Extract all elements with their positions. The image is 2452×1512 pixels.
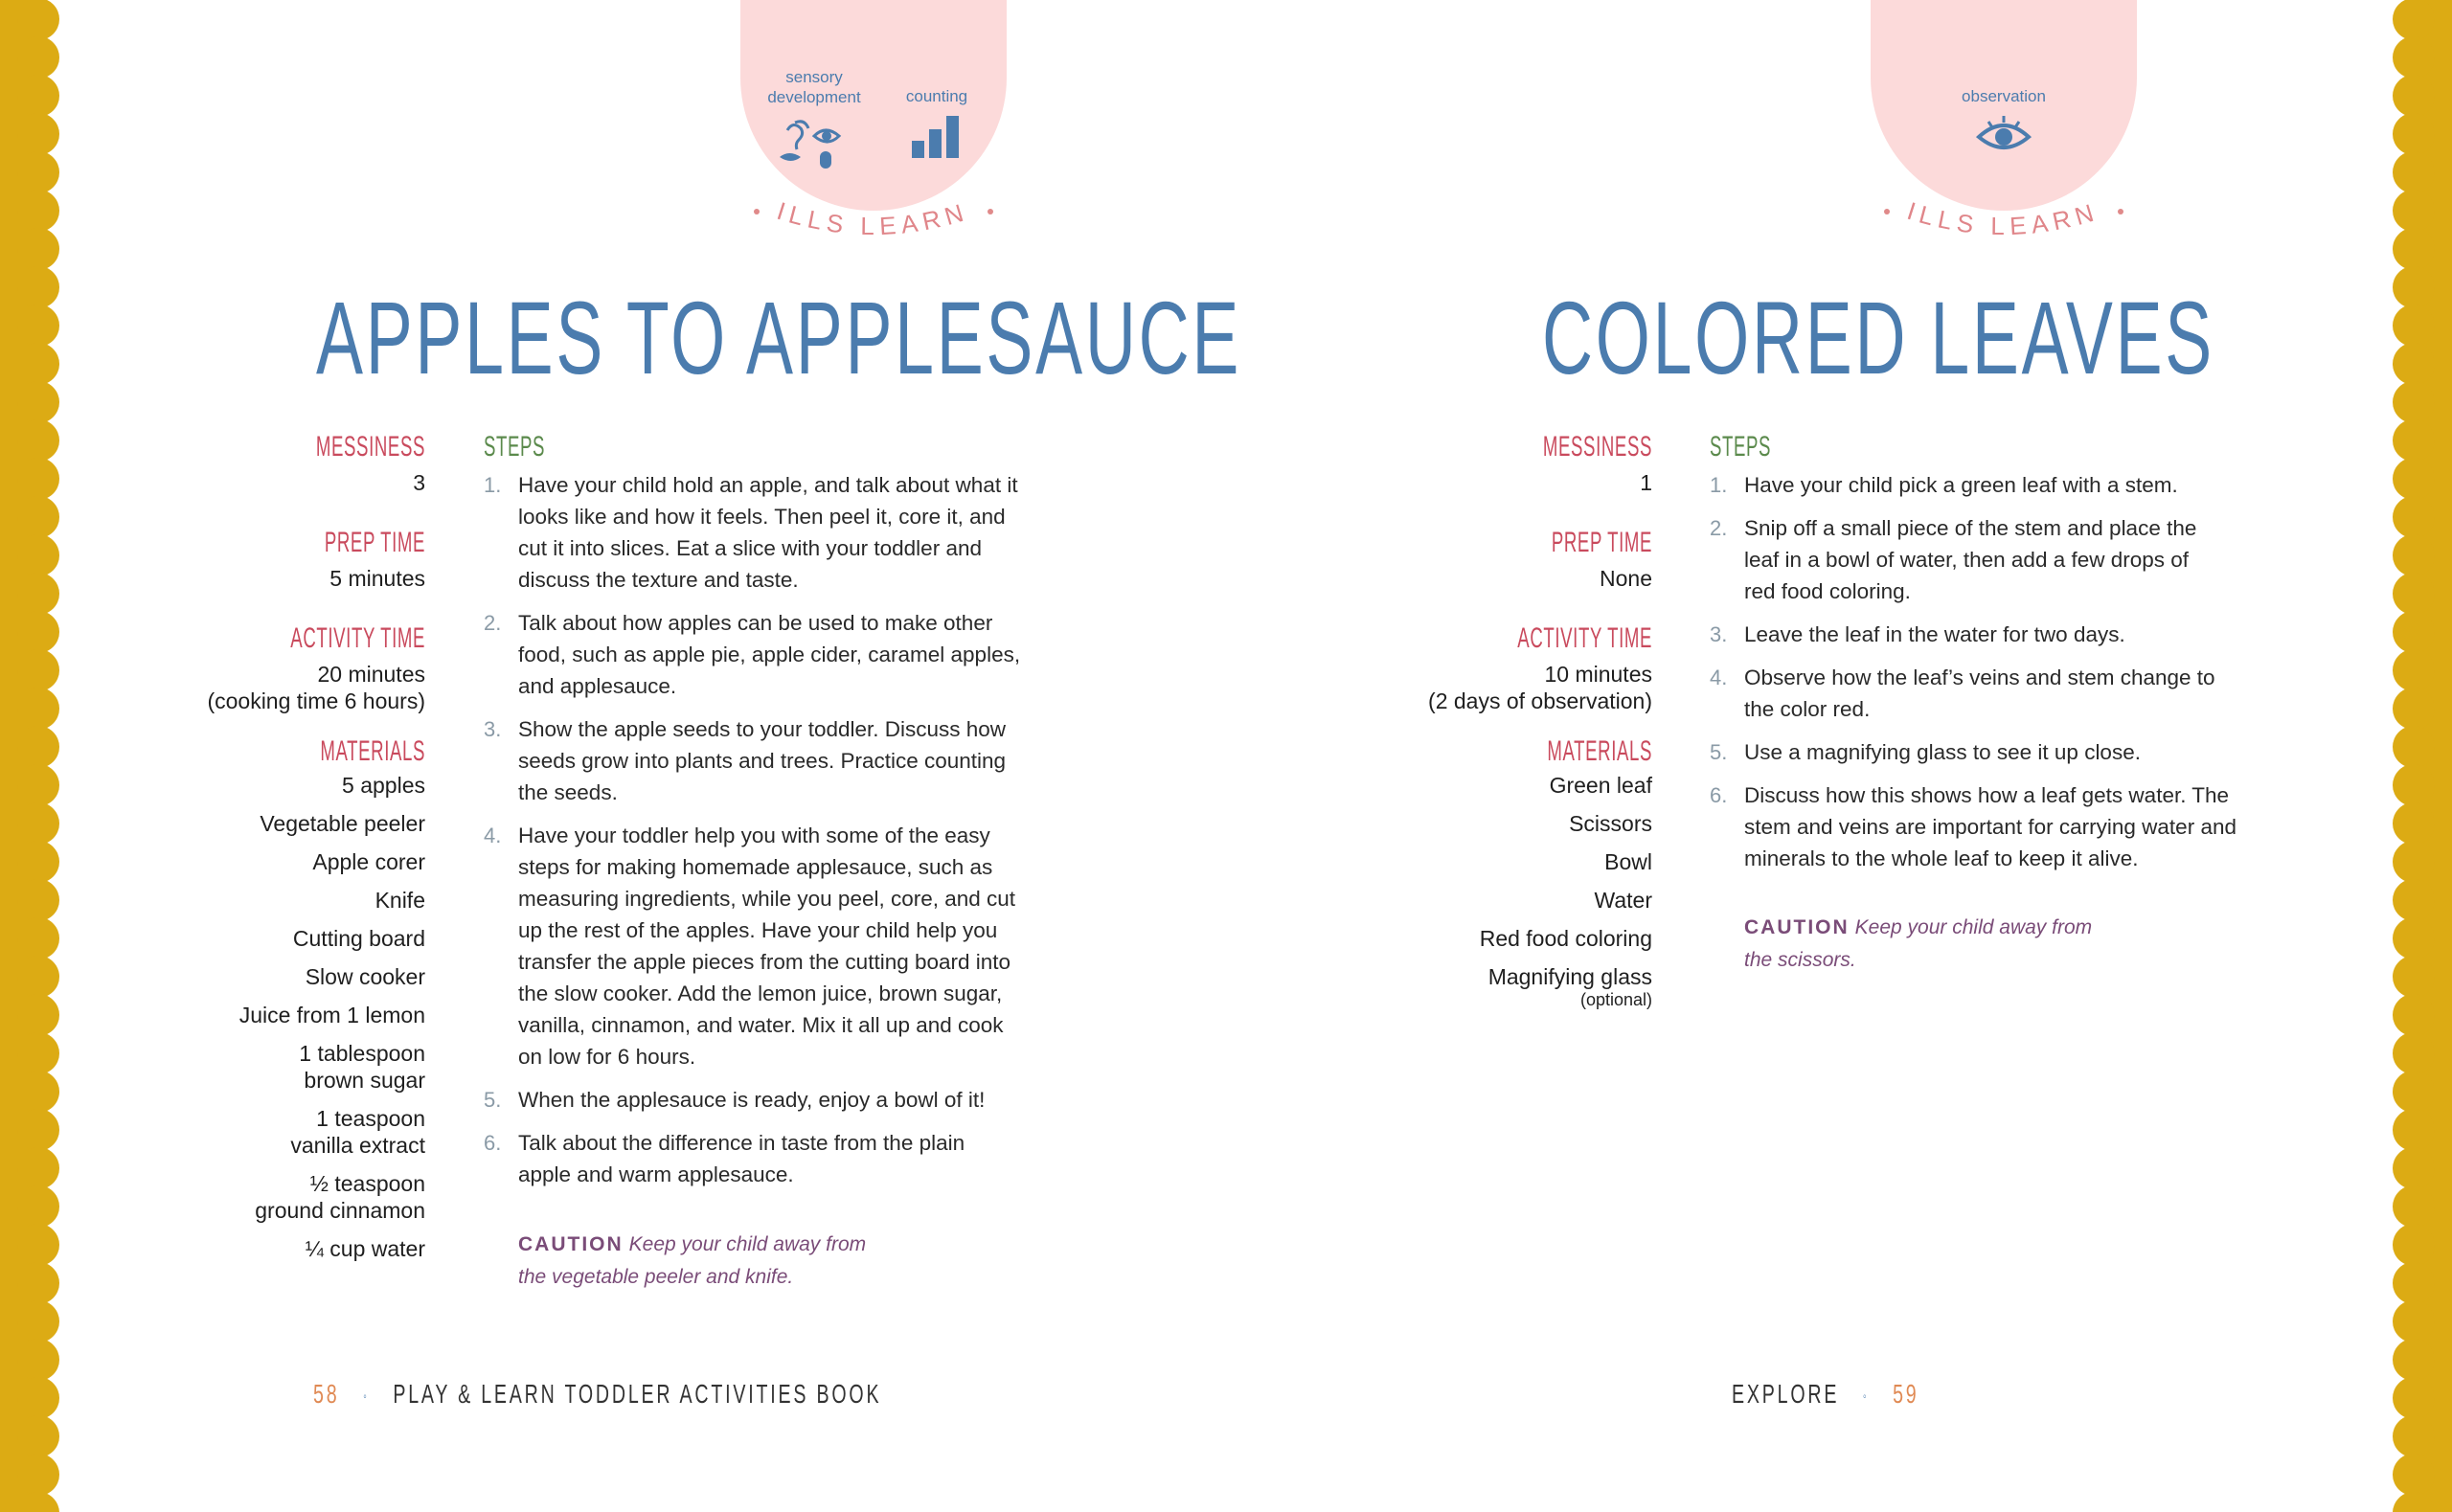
step-text xyxy=(1744,512,2196,607)
step-line: the slow cooker. Add the lemon juice, brown sugar, xyxy=(518,982,1003,1005)
material-line: Slow cooker xyxy=(305,964,425,989)
material-line: ¼ cup water xyxy=(305,1236,425,1261)
caution-label: CAUTION xyxy=(1744,916,1850,938)
material-line: ½ teaspoon xyxy=(309,1171,425,1196)
material-item xyxy=(1269,925,1652,952)
step-text xyxy=(518,1127,965,1190)
material-item xyxy=(1269,963,1652,1009)
skill-observation xyxy=(1932,86,2076,156)
messiness-heading: MESSINESS xyxy=(1542,431,1652,463)
step-line: Discuss how this shows how a leaf gets water. The xyxy=(1744,783,2230,807)
activity-details xyxy=(42,431,425,1262)
page-number: 59 xyxy=(1893,1379,1919,1409)
step-line: Have your child pick a green leaf with a stem. xyxy=(1744,473,2178,497)
material-line: Cutting board xyxy=(292,926,425,951)
activity-time-heading: ACTIVITY TIME xyxy=(1517,622,1652,654)
prep-time-heading: PREP TIME xyxy=(324,527,425,558)
material-line: Magnifying glass xyxy=(1487,964,1652,989)
step-line: Have your child hold an apple, and talk about what it xyxy=(518,473,1018,497)
step-number: 2. xyxy=(484,611,502,635)
step-line: When the applesauce is ready, enjoy a bowl of it! xyxy=(518,1088,986,1112)
material-item xyxy=(1269,810,1652,837)
step-text xyxy=(1744,469,2178,501)
step-text xyxy=(518,469,1018,596)
material-item xyxy=(42,1170,425,1224)
step-line: apple and warm applesauce. xyxy=(518,1162,794,1186)
material-item xyxy=(42,887,425,914)
material-line: Juice from 1 lemon xyxy=(238,1003,425,1027)
step-line: cut it into slices. Eat a slice with your toddler and xyxy=(518,536,982,560)
material-line: Apple corer xyxy=(312,849,425,874)
page-footer xyxy=(1732,1379,1919,1410)
step-number: 1. xyxy=(484,473,502,497)
separator-dot: ◦ xyxy=(347,1388,386,1404)
caution-text-line1: Keep your child away from xyxy=(1854,916,2093,938)
step-line: vanilla, cinnamon, and water. Mix it all up and cook xyxy=(518,1013,1004,1037)
messiness-value: 3 xyxy=(413,470,425,495)
step-number: 1. xyxy=(1710,473,1728,497)
activity-details xyxy=(1269,431,1652,1009)
step-line: steps for making homemade applesauce, such as xyxy=(518,855,993,879)
step-line: on low for 6 hours. xyxy=(518,1045,696,1069)
step-line: up the rest of the apples. Have your child help you xyxy=(518,918,998,942)
material-item xyxy=(42,963,425,990)
materials-list xyxy=(1269,772,1652,1009)
step-line: the color red. xyxy=(1744,697,1871,721)
step-text xyxy=(518,607,1020,702)
activity-time-value: 10 minutes xyxy=(1544,662,1652,687)
step-line: stem and veins are important for carrying water and xyxy=(1744,815,2236,839)
material-item xyxy=(1269,887,1652,914)
step-line: food, such as apple pie, apple cider, caramel apples, xyxy=(518,643,1021,666)
step-line: Leave the leaf in the water for two days. xyxy=(1744,622,2125,646)
right-page xyxy=(1226,0,2452,1512)
skills-tab xyxy=(740,0,1007,211)
step-number: 5. xyxy=(1710,740,1728,764)
skills-learned-badge xyxy=(1860,196,2147,273)
step-number: 2. xyxy=(1710,516,1728,540)
step-line: Observe how the leaf’s veins and stem change to xyxy=(1744,666,2215,689)
caution-label: CAUTION xyxy=(518,1233,624,1255)
svg-text:SKILLS LEARNED xyxy=(1860,196,2102,240)
step-number: 6. xyxy=(1710,783,1728,807)
step-text xyxy=(518,713,1006,808)
material-item xyxy=(1269,848,1652,875)
step-line: Talk about the difference in taste from the plain xyxy=(518,1131,965,1155)
prep-time-value: None xyxy=(1600,566,1652,591)
step-text xyxy=(1744,779,2236,874)
material-line: 5 apples xyxy=(342,773,425,798)
step-number: 6. xyxy=(484,1131,502,1155)
page-number: 58 xyxy=(313,1379,340,1409)
caution-note xyxy=(518,1229,1093,1294)
eye-icon xyxy=(1975,114,2032,156)
prep-time-value: 5 minutes xyxy=(329,566,425,591)
caution-note xyxy=(1744,912,2319,977)
skill-counting xyxy=(865,86,1009,160)
prep-time-heading: PREP TIME xyxy=(1551,527,1652,558)
material-item xyxy=(42,925,425,952)
page-title: APPLES TO APPLESAUCE xyxy=(316,280,1242,395)
material-line: Vegetable peeler xyxy=(260,811,425,836)
steps-heading: STEPS xyxy=(1710,431,1772,463)
material-line: Red food coloring xyxy=(1479,926,1652,951)
step-number: 4. xyxy=(1710,666,1728,689)
material-line: vanilla extract xyxy=(290,1133,425,1158)
step-line: red food coloring. xyxy=(1744,579,1911,603)
step-line: the seeds. xyxy=(518,780,618,804)
material-line: brown sugar xyxy=(304,1068,425,1093)
skill-label: observation xyxy=(1962,87,2046,105)
step-line: Show the apple seeds to your toddler. Discuss how xyxy=(518,717,1007,741)
material-line: Bowl xyxy=(1604,849,1652,874)
senses-icon xyxy=(776,115,852,174)
step-line: looks like and how it feels. Then peel it, core it, and xyxy=(518,505,1006,529)
material-line: 1 teaspoon xyxy=(316,1106,425,1131)
step-text xyxy=(1744,619,2125,650)
skills-tab xyxy=(1871,0,2137,211)
material-line: Water xyxy=(1594,888,1652,913)
material-item xyxy=(42,848,425,875)
materials-heading: MATERIALS xyxy=(320,735,425,767)
skills-learned-label: ILLS LEARN xyxy=(773,196,972,241)
step-line: minerals to the whole leaf to keep it alive. xyxy=(1744,846,2139,870)
step-number: 3. xyxy=(484,717,502,741)
separator-dot: ◦ xyxy=(1847,1388,1885,1404)
material-item xyxy=(42,772,425,799)
skills-learned-badge xyxy=(730,196,1017,273)
steps-heading: STEPS xyxy=(484,431,546,463)
skill-label: counting xyxy=(905,87,968,105)
step-line: Have your toddler help you with some of the easy xyxy=(518,824,990,847)
messiness-heading: MESSINESS xyxy=(315,431,425,463)
step-text xyxy=(1744,662,2215,725)
messiness-value: 1 xyxy=(1640,470,1652,495)
caution-text-line2: the scissors. xyxy=(1744,949,1856,971)
material-item xyxy=(42,1040,425,1094)
step-line: Talk about how apples can be used to make other xyxy=(518,611,993,635)
step-line: Use a magnifying glass to see it up close. xyxy=(1744,740,2141,764)
svg-text:SKILLS LEARNED xyxy=(730,196,972,240)
material-line: Green leaf xyxy=(1549,773,1652,798)
step-text xyxy=(518,820,1015,1072)
step-line: Snip off a small piece of the stem and place the xyxy=(1744,516,2197,540)
material-item xyxy=(42,1235,425,1262)
step-line: measuring ingredients, while you peel, core, and cut xyxy=(518,887,1016,911)
step-line: leaf in a bowl of water, then add a few drops of xyxy=(1744,548,2190,572)
material-item xyxy=(42,1002,425,1028)
skill-label: sensory development xyxy=(767,68,861,106)
step-line: discuss the texture and taste. xyxy=(518,568,799,592)
activity-time-note: (cooking time 6 hours) xyxy=(207,688,425,713)
step-text xyxy=(1744,736,2141,768)
materials-heading: MATERIALS xyxy=(1547,735,1652,767)
running-head: EXPLORE xyxy=(1732,1379,1840,1409)
material-line: ground cinnamon xyxy=(255,1198,425,1223)
material-item xyxy=(42,1105,425,1159)
step-number: 4. xyxy=(484,824,502,847)
activity-time-value: 20 minutes xyxy=(317,662,425,687)
activity-time-note: (2 days of observation) xyxy=(1428,688,1652,713)
step-line: and applesauce. xyxy=(518,674,677,698)
step-line: seeds grow into plants and trees. Practice counting xyxy=(518,749,1007,773)
materials-list xyxy=(42,772,425,1262)
step-text xyxy=(518,1084,985,1116)
page-title: COLORED LEAVES xyxy=(1542,280,2214,395)
step-line: transfer the apple pieces from the cutting board into xyxy=(518,950,1011,974)
step-number: 3. xyxy=(1710,622,1728,646)
material-line: Scissors xyxy=(1569,811,1652,836)
material-line: (optional) xyxy=(1579,990,1652,1009)
page-footer xyxy=(313,1379,881,1410)
caution-text-line2: the vegetable peeler and knife. xyxy=(518,1266,794,1288)
material-item xyxy=(42,810,425,837)
bar-chart-icon xyxy=(910,114,964,160)
steps-section xyxy=(484,431,1058,1293)
caution-text-line1: Keep your child away from xyxy=(628,1233,867,1255)
material-line: Knife xyxy=(375,888,425,913)
skills-learned-label: ILLS LEARN xyxy=(1903,196,2102,241)
material-line: 1 tablespoon xyxy=(299,1041,425,1066)
activity-time-heading: ACTIVITY TIME xyxy=(290,622,425,654)
material-item xyxy=(1269,772,1652,799)
step-number: 5. xyxy=(484,1088,502,1112)
running-head: PLAY & LEARN TODDLER ACTIVITIES BOOK xyxy=(393,1379,882,1409)
